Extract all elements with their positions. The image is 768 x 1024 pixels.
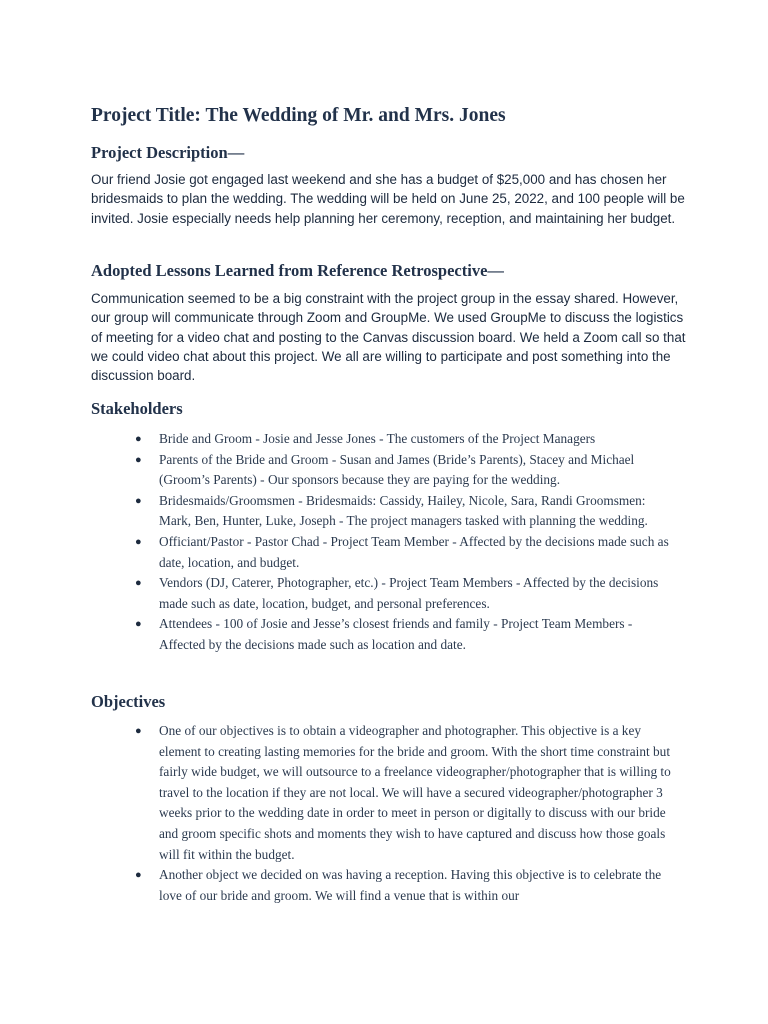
stakeholder-text: Officiant/Pastor - Pastor Chad - Project Team Member - Affected by the decisions made such as date, location, and budget. <box>159 533 669 570</box>
stakeholder-text: Parents of the Bride and Groom - Susan and James (Bride’s Parents), Stacey and Michael (Groom’s Parents) - Our sponsors because they are paying for the wedding. <box>159 451 635 488</box>
stakeholder-text: Bridesmaids/Groomsmen - Bridesmaids: Cassidy, Hailey, Nicole, Sara, Randi Groomsmen: Mark, Ben, Hunter, Luke, Joseph - The project managers tasked with planning the wedding. <box>159 492 648 529</box>
stakeholder-item <box>132 532 677 573</box>
objectives-list <box>132 721 677 906</box>
stakeholders-list <box>132 429 677 656</box>
stakeholder-item <box>132 429 677 450</box>
objective-item <box>132 865 677 906</box>
lessons-learned-heading: Adopted Lessons Learned from Reference Retrospective— <box>91 261 504 280</box>
stakeholder-text: Attendees - 100 of Josie and Jesse’s closest friends and family - Project Team Members - Affected by the decisions made such as location and date. <box>159 616 633 652</box>
stakeholder-item <box>132 491 677 532</box>
bullet-icon: ● <box>135 453 142 466</box>
stakeholder-item <box>132 614 677 655</box>
bullet-icon: ● <box>135 494 142 507</box>
bullet-icon: ● <box>135 618 142 631</box>
stakeholders-heading: Stakeholders <box>91 399 183 418</box>
stakeholder-item <box>132 450 677 491</box>
objective-item <box>132 721 677 865</box>
project-description-heading: Project Description— <box>91 143 245 162</box>
objective-text: One of our objectives is to obtain a videographer and photographer. This objective is a key element to creating lasting memories for the bride and groom. With the short time constraint but fairly wide budget, we will outsource to a freelance videographer/photographer that is willing to travel to the location if they are not local. We will have a secured videographer/photographer 3 weeks prior to the wedding date in order to meet in person or digitally to discuss with our bride and groom specific shots and moments they wish to have captured and discuss how those goals will fit within the budget. <box>159 723 671 862</box>
project-description-text: Our friend Josie got engaged last weekend and she has a budget of $25,000 and has chosen her bridesmaids to plan the wedding. The wedding will be held on June 25, 2022, and 100 people will be invited. Josie especially needs help planning her ceremony, reception, and maintaining her budget. <box>91 172 685 226</box>
stakeholder-text: Bride and Groom - Josie and Jesse Jones - The customers of the Project Managers <box>159 431 596 446</box>
project-title: Project Title: The Wedding of Mr. and Mrs. Jones <box>91 105 506 126</box>
bullet-icon: ● <box>135 577 142 590</box>
bullet-icon: ● <box>135 535 142 548</box>
bullet-icon: ● <box>135 725 142 737</box>
bullet-icon: ● <box>135 433 142 445</box>
stakeholder-text: Vendors (DJ, Caterer, Photographer, etc.) - Project Team Members - Affected by the decisions made such as date, location, budget, and personal preferences. <box>159 575 659 611</box>
lessons-learned-text: Communication seemed to be a big constraint with the project group in the essay shared. However, our group will communicate through Zoom and GroupMe. We used GroupMe to discuss the logistics of meeting for a video chat and posting to the Canvas discussion board. We held a Zoom call so that we could video chat about this project. We all are willing to participate and post something into the discussion board. <box>91 291 686 384</box>
stakeholder-item <box>132 573 677 614</box>
bullet-icon: ● <box>135 869 142 882</box>
objectives-heading: Objectives <box>91 692 166 711</box>
objective-text: Another object we decided on was having a reception. Having this objective is to celebrate the love of our bride and groom. We will find a venue that is within our <box>159 867 662 903</box>
